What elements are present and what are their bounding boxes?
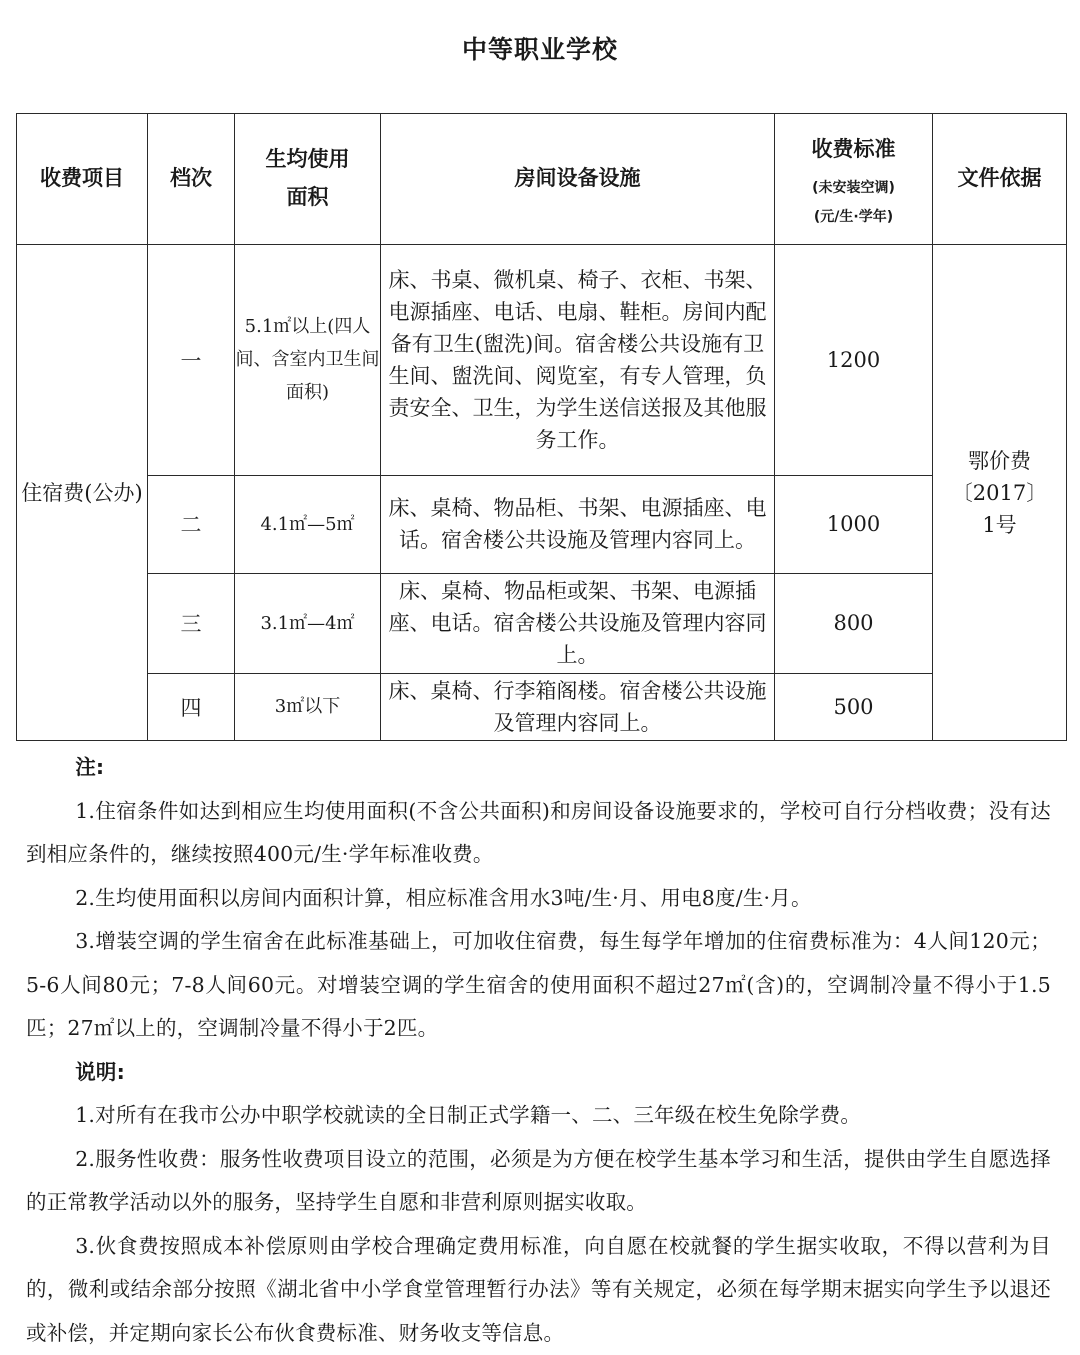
table-row bbox=[17, 475, 1067, 573]
header-price-main: 收费标准 bbox=[812, 137, 896, 161]
header-facility: 房间设备设施 bbox=[381, 114, 775, 245]
area-cell: 4.1㎡—5㎡ bbox=[235, 475, 381, 573]
level-cell: 三 bbox=[148, 573, 235, 673]
level-cell: 一 bbox=[148, 245, 235, 475]
basis-cell: 鄂价费〔2017〕1号 bbox=[933, 245, 1067, 741]
area-cell: 3㎡以下 bbox=[235, 673, 381, 740]
notes-heading: 注: bbox=[26, 746, 1051, 790]
table-row bbox=[17, 673, 1067, 740]
fee-item-cell: 住宿费(公办) bbox=[17, 245, 148, 741]
notes-section bbox=[26, 746, 1051, 1355]
note-item: 2.生均使用面积以房间内面积计算，相应标准含用水3吨/生·月、用电8度/生·月。 bbox=[26, 877, 1051, 921]
table-row bbox=[17, 245, 1067, 475]
facility-cell: 床、桌椅、物品柜或架、书架、电源插座、电话。宿舍楼公共设施及管理内容同上。 bbox=[381, 573, 775, 673]
level-cell: 二 bbox=[148, 475, 235, 573]
header-level: 档次 bbox=[148, 114, 235, 245]
area-cell: 5.1㎡以上(四人间、含室内卫生间面积) bbox=[235, 245, 381, 475]
price-cell: 1200 bbox=[775, 245, 933, 475]
fee-table bbox=[16, 113, 1067, 741]
header-item: 收费项目 bbox=[17, 114, 148, 245]
note-item: 1.住宿条件如达到相应生均使用面积(不含公共面积)和房间设备设施要求的，学校可自行分档收费；没有达到相应条件的，继续按照400元/生·学年标准收费。 bbox=[26, 790, 1051, 877]
price-cell: 1000 bbox=[775, 475, 933, 573]
facility-cell: 床、桌椅、物品柜、书架、电源插座、电话。宿舍楼公共设施及管理内容同上。 bbox=[381, 475, 775, 573]
facility-cell: 床、书桌、微机桌、椅子、衣柜、书架、电源插座、电话、电扇、鞋柜。房间内配备有卫生(盥洗)间。宿舍楼公共设施有卫生间、盥洗间、阅览室，有专人管理，负责安全、卫生，为学生送信送报及其他服务工作。 bbox=[381, 245, 775, 475]
header-price-sub2: (元/生·学年) bbox=[775, 206, 932, 228]
page-title: 中等职业学校 bbox=[0, 30, 1080, 66]
explanation-item: 2.服务性收费：服务性收费项目设立的范围，必须是为方便在校学生基本学习和生活，提供由学生自愿选择的正常教学活动以外的服务，坚持学生自愿和非营利原则据实收取。 bbox=[26, 1138, 1051, 1225]
note-item: 3.增装空调的学生宿舍在此标准基础上，可加收住宿费，每生每学年增加的住宿费标准为：4人间120元；5-6人间80元；7-8人间60元。对增装空调的学生宿舍的使用面积不超过27㎡(含)的，空调制冷量不得小于1.5匹；27㎡以上的，空调制冷量不得小于2匹。 bbox=[26, 920, 1051, 1051]
facility-cell: 床、桌椅、行李箱阁楼。宿舍楼公共设施及管理内容同上。 bbox=[381, 673, 775, 740]
area-cell: 3.1㎡—4㎡ bbox=[235, 573, 381, 673]
header-basis: 文件依据 bbox=[933, 114, 1067, 245]
explanation-item: 1.对所有在我市公办中职学校就读的全日制正式学籍一、二、三年级在校生免除学费。 bbox=[26, 1094, 1051, 1138]
explanation-item: 3.伙食费按照成本补偿原则由学校合理确定费用标准，向自愿在校就餐的学生据实收取，不得以营利为目的，微利或结余部分按照《湖北省中小学食堂管理暂行办法》等有关规定，必须在每学期末据实向学生予以退还或补偿，并定期向家长公布伙食费标准、财务收支等信息。 bbox=[26, 1225, 1051, 1355]
price-cell: 800 bbox=[775, 573, 933, 673]
header-price-sub1: (未安装空调) bbox=[775, 170, 932, 206]
table-header-row bbox=[17, 114, 1067, 245]
price-cell: 500 bbox=[775, 673, 933, 740]
explanations-heading: 说明: bbox=[26, 1051, 1051, 1095]
table-row bbox=[17, 573, 1067, 673]
level-cell: 四 bbox=[148, 673, 235, 740]
header-area: 生均使用面积 bbox=[235, 114, 381, 245]
header-price bbox=[775, 114, 933, 245]
